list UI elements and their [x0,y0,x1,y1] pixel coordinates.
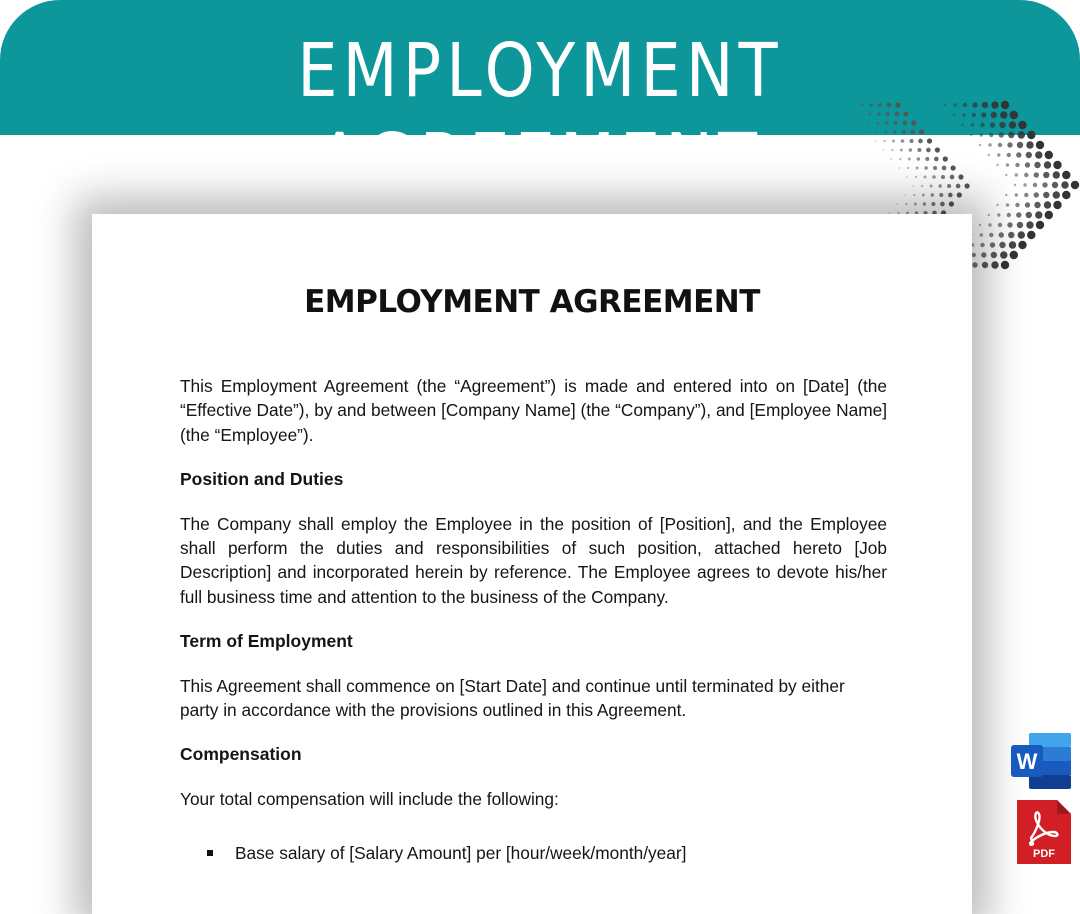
document-title: EMPLOYMENT AGREEMENT [304,284,760,320]
intro-paragraph: This Employment Agreement (the “Agreement”) is made and entered into on [Date] (the “Effective Date”), by and between [Company Name] (the “Company”), and [Employee Name] (the “Employee”). [180,376,887,445]
section-paragraph: This Agreement shall commence on [Start Date] and continue until terminated by either party in accordance with the provisions outlined in this Agreement. [180,675,845,721]
banner-title: EMPLOYMENT AGREEMENT [297,28,783,204]
section-heading: Term of Employment [180,631,353,652]
word-icon[interactable] [1011,733,1071,789]
section-heading: Compensation [180,744,302,765]
list-item-text: Base salary of [Salary Amount] per [hour/week/month/year] [235,843,687,864]
list-item [207,841,887,865]
bullet-square [207,850,213,856]
pdf-icon-label: PDF [1033,848,1055,860]
pdf-icon[interactable] [1017,800,1071,864]
section-paragraph: Your total compensation will include the following: [180,788,559,809]
document-page [92,214,972,914]
word-icon-letter: W [1016,749,1038,774]
section-heading: Position and Duties [180,469,344,490]
document-body [180,374,887,866]
compensation-list [180,841,887,865]
section-paragraph: The Company shall employ the Employee in the position of [Position], and the Employee shall perform the duties and responsibilities of such position, attached hereto [Job Description] and incorporated herein by reference. The Employee agrees to devote his/her full business time and attention to the business of the Company. [180,513,887,607]
